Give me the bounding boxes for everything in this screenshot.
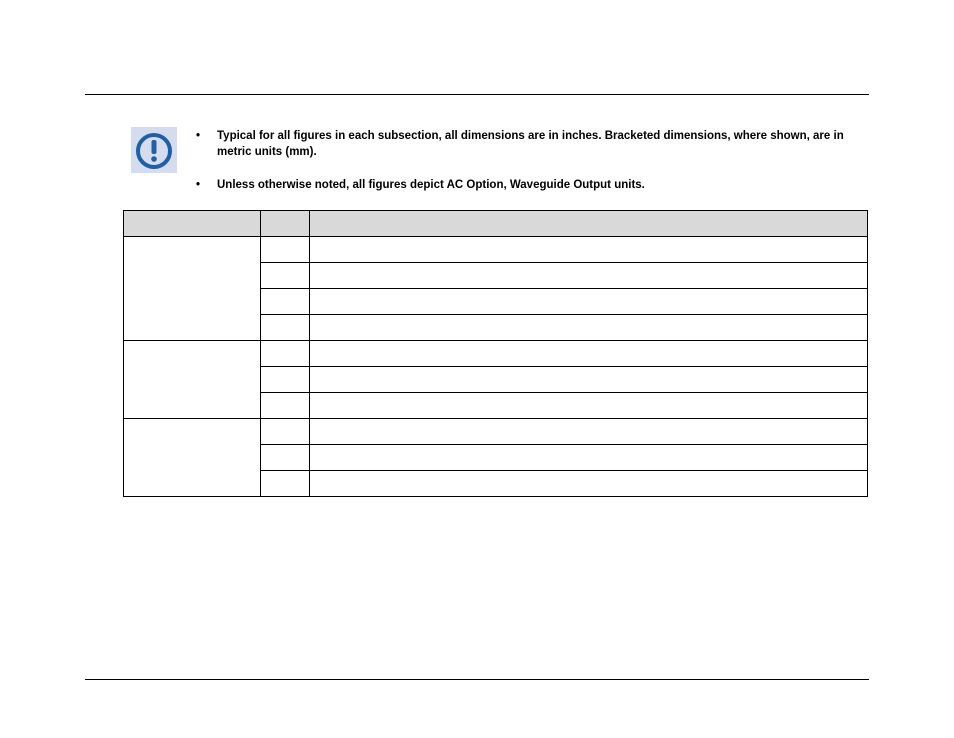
number-cell bbox=[261, 289, 310, 315]
number-cell bbox=[261, 393, 310, 419]
description-cell bbox=[310, 419, 868, 445]
footer-rule bbox=[85, 679, 869, 680]
number-cell bbox=[261, 367, 310, 393]
number-cell bbox=[261, 445, 310, 471]
figures-table bbox=[123, 210, 868, 497]
group-label-cell bbox=[124, 237, 261, 341]
description-cell bbox=[310, 445, 868, 471]
table-header-row bbox=[124, 211, 868, 237]
description-cell bbox=[310, 471, 868, 497]
exclamation-circle-icon bbox=[131, 127, 177, 173]
number-cell bbox=[261, 341, 310, 367]
number-cell bbox=[261, 237, 310, 263]
table-row bbox=[124, 419, 868, 445]
number-cell bbox=[261, 315, 310, 341]
note-bullet-item bbox=[196, 128, 856, 160]
table-row bbox=[124, 341, 868, 367]
header-rule bbox=[85, 94, 869, 95]
note-bullet-text: Typical for all figures in each subsection, all dimensions are in inches. Bracketed dimensions, where shown, are in metric units (mm). bbox=[217, 130, 844, 158]
header-cell bbox=[124, 211, 261, 237]
description-cell bbox=[310, 315, 868, 341]
note-bullet-list bbox=[196, 128, 856, 193]
description-cell bbox=[310, 367, 868, 393]
number-cell bbox=[261, 419, 310, 445]
number-cell bbox=[261, 471, 310, 497]
description-cell bbox=[310, 289, 868, 315]
description-cell bbox=[310, 263, 868, 289]
note-bullet-item bbox=[196, 177, 856, 193]
bullet-dot: • bbox=[196, 130, 201, 142]
description-cell bbox=[310, 237, 868, 263]
bullet-dot: • bbox=[196, 179, 201, 191]
header-cell bbox=[261, 211, 310, 237]
group-label-cell bbox=[124, 419, 261, 497]
number-cell bbox=[261, 263, 310, 289]
header-cell bbox=[310, 211, 868, 237]
description-cell bbox=[310, 393, 868, 419]
description-cell bbox=[310, 341, 868, 367]
group-label-cell bbox=[124, 341, 261, 419]
note-bullet-text: Unless otherwise noted, all figures depict AC Option, Waveguide Output units. bbox=[217, 179, 645, 191]
table-row bbox=[124, 237, 868, 263]
